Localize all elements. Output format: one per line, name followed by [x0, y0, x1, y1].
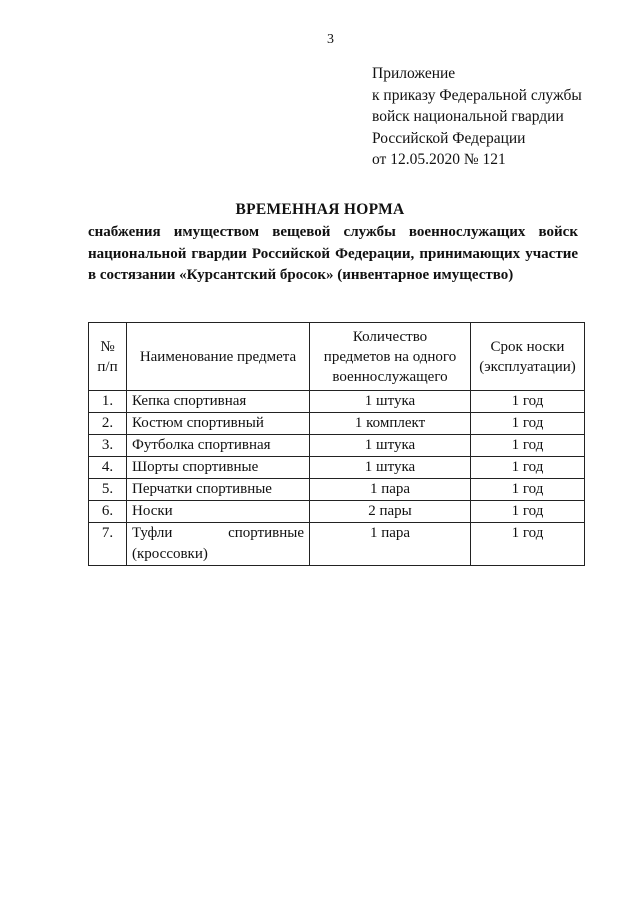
norm-table-wrapper [88, 322, 585, 566]
row-num: 7. [89, 523, 127, 566]
row-name: Носки [127, 501, 310, 523]
row-name: Перчатки спортивные [127, 479, 310, 501]
header-num [89, 323, 127, 391]
row-name: Костюм спортивный [127, 413, 310, 435]
table-row [89, 479, 585, 501]
appendix-block [372, 63, 582, 171]
row-qty: 1 штука [310, 457, 471, 479]
subtitle-line: национальной гвардии Российской Федерации, принимающих участие [88, 245, 578, 262]
header-term-line: Срок носки [490, 338, 565, 355]
row-name-line: (кроссовки) [132, 546, 208, 562]
appendix-line: от 12.05.2020 № 121 [372, 151, 506, 168]
row-name [127, 523, 310, 566]
row-qty: 1 пара [310, 523, 471, 566]
row-num: 6. [89, 501, 127, 523]
header-num-line: п/п [97, 358, 118, 375]
row-term: 1 год [471, 435, 585, 457]
row-name-line: Туфли спортивные [132, 525, 304, 541]
table-row [89, 523, 585, 566]
appendix-line: войск национальной гвардии [372, 108, 564, 125]
row-num: 1. [89, 391, 127, 413]
header-qty-line: Количество [352, 328, 428, 345]
row-term: 1 год [471, 479, 585, 501]
row-qty: 2 пары [310, 501, 471, 523]
row-term: 1 год [471, 413, 585, 435]
row-num: 2. [89, 413, 127, 435]
row-num: 4. [89, 457, 127, 479]
header-qty-line: предметов на одного [323, 348, 457, 365]
appendix-line: Российской Федерации [372, 129, 526, 147]
header-term [471, 323, 585, 391]
row-term: 1 год [471, 523, 585, 566]
table-row [89, 457, 585, 479]
header-term-line: (эксплуатации) [479, 358, 576, 375]
row-name: Шорты спортивные [127, 457, 310, 479]
subtitle-line: снабжения имуществом вещевой службы военнослужащих войск [88, 224, 578, 240]
header-num-line: № [100, 338, 115, 355]
row-qty: 1 штука [310, 435, 471, 457]
table-row [89, 413, 585, 435]
appendix-line: к приказу Федеральной службы [372, 86, 582, 104]
header-qty-line: военнослужащего [332, 368, 448, 385]
norm-table [88, 322, 585, 566]
document-subtitle [88, 222, 578, 287]
row-name: Кепка спортивная [127, 391, 310, 413]
header-name-text: Наименование предмета [139, 348, 297, 365]
row-num: 3. [89, 435, 127, 457]
document-title: ВРЕМЕННАЯ НОРМА [235, 201, 405, 218]
row-term: 1 год [471, 457, 585, 479]
row-term: 1 год [471, 501, 585, 523]
row-qty: 1 пара [310, 479, 471, 501]
table-header-row [89, 323, 585, 391]
row-qty: 1 комплект [310, 413, 471, 435]
row-term: 1 год [471, 391, 585, 413]
row-qty: 1 штука [310, 391, 471, 413]
appendix-line: Приложение [372, 65, 456, 82]
table-row [89, 391, 585, 413]
header-qty [310, 323, 471, 391]
subtitle-line: в состязании «Курсантский бросок» (инвентарное имущество) [88, 267, 514, 283]
row-num: 5. [89, 479, 127, 501]
table-row [89, 435, 585, 457]
table-row [89, 501, 585, 523]
row-name: Футболка спортивная [127, 435, 310, 457]
page-number: 3 [327, 32, 334, 47]
header-name [127, 323, 310, 391]
